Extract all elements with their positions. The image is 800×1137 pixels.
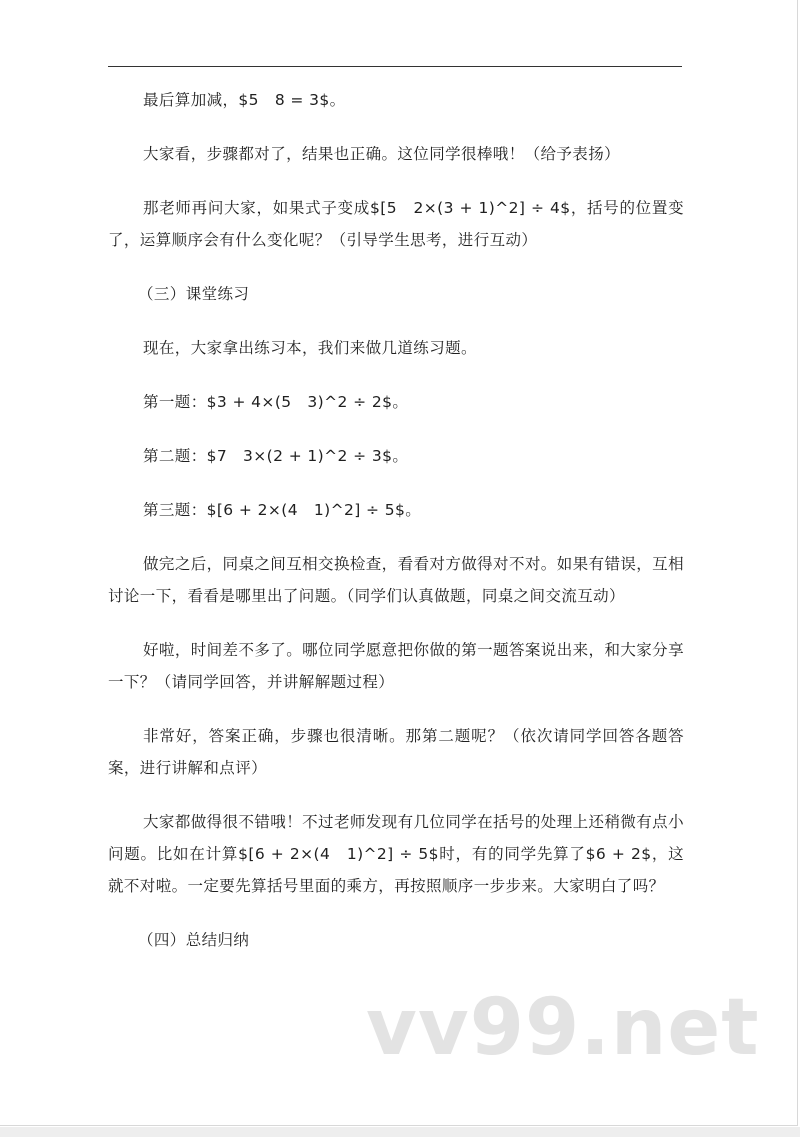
watermark: vv99.net xyxy=(366,983,760,1073)
header-rule xyxy=(108,66,682,67)
exercise-3: 第三题：$[6 + 2×(4 1)^2] ÷ 5$。 xyxy=(143,501,422,519)
paragraph-final-step: 最后算加减，$5 8 = 3$。 xyxy=(143,91,346,109)
paragraph-practice-intro: 现在，大家拿出练习本，我们来做几道练习题。 xyxy=(143,339,477,357)
paragraph-peer-check: 做完之后，同桌之间互相交换检查，看看对方做得对不对。如果有错误，互相讨论一下，看看是哪里出了问题。（同学们认真做题，同桌之间交流互动） xyxy=(108,555,684,605)
section-heading-summary: （四）总结归纳 xyxy=(138,931,250,949)
paragraph-answer-1: 好啦，时间差不多了。哪位同学愿意把你做的第一题答案说出来，和大家分享一下？（请同学回答，并讲解解题过程） xyxy=(108,641,684,691)
section-heading-practice: （三）课堂练习 xyxy=(138,285,250,303)
paragraph-praise: 大家看，步骤都对了，结果也正确。这位同学很棒哦！（给予表扬） xyxy=(143,145,621,163)
exercise-1: 第一题：$3 + 4×(5 3)^2 ÷ 2$。 xyxy=(143,393,409,411)
document-body xyxy=(108,84,684,978)
paragraph-answer-2: 非常好，答案正确，步骤也很清晰。那第二题呢？（依次请同学回答各题答案，进行讲解和点评） xyxy=(108,727,684,777)
page-bottom-edge xyxy=(0,1127,800,1137)
paragraph-question-bracket: 那老师再问大家，如果式子变成$[5 2×(3 + 1)^2] ÷ 4$，括号的位置变了，运算顺序会有什么变化呢？（引导学生思考，进行互动） xyxy=(108,199,684,249)
exercise-2: 第二题：$7 3×(2 + 1)^2 ÷ 3$。 xyxy=(143,447,409,465)
paragraph-common-mistake: 大家都做得很不错哦！不过老师发现有几位同学在括号的处理上还稍微有点小问题。比如在计算$[6 + 2×(4 1)^2] ÷ 5$时，有的同学先算了$6 + 2$，这就不对啦。一定要先算括号里面的乘方，再按照顺序一步步来。大家明白了吗？ xyxy=(108,813,684,895)
